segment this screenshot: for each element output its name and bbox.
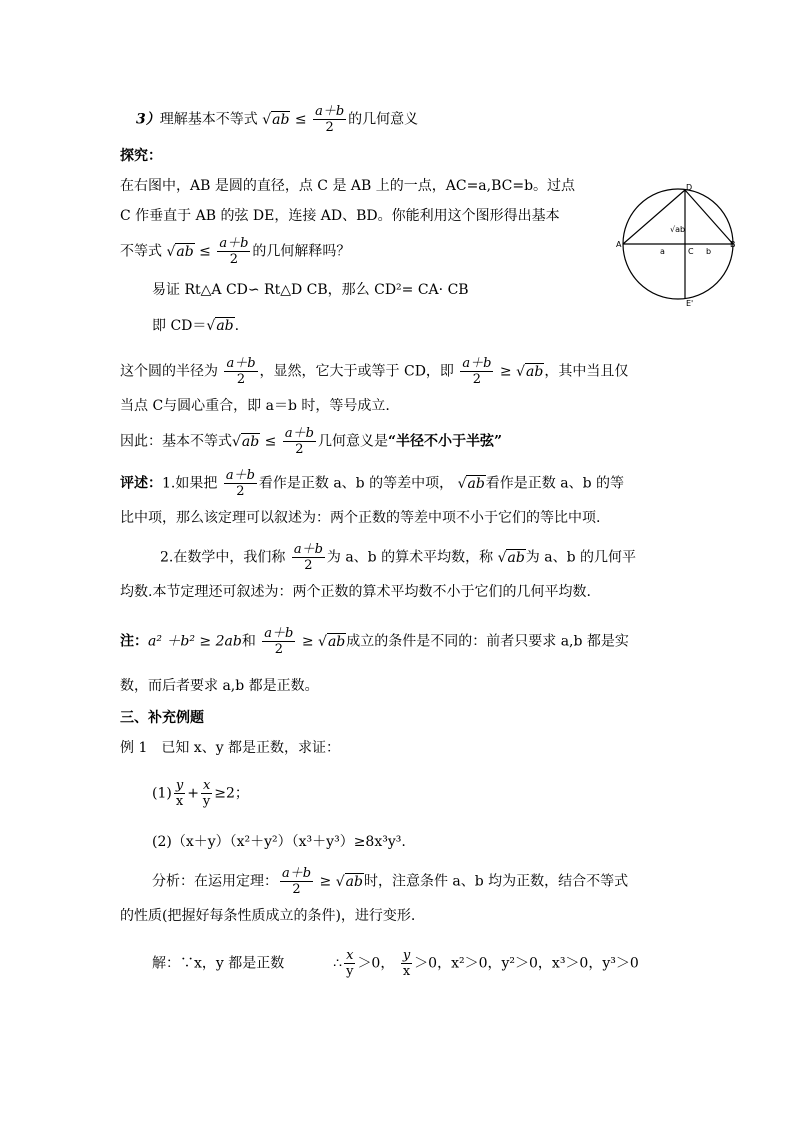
example-item: (2)（x＋y）（x²＋y²）（x³＋y³）≥8x³y³. [152,834,406,850]
svg-text:E': E' [686,299,694,306]
comment-line: 比中项，那么该定理可以叙述为：两个正数的等差中项不小于它们的等比中项. [120,510,601,526]
proof-line: 易证 Rt△A CD∽ Rt△D CB，那么 CD²= CA· CB [152,282,469,298]
paragraph-line: 不等式 √ab ≤ $\frac{a+b}{2}$ 的几何解释吗？ [120,236,351,267]
explore-label: 探究： [120,148,162,164]
example-item: (1) $\frac{y}{x}$ + $\frac{x}{y}$ ≥2； [152,778,249,809]
svg-text:a: a [660,247,665,256]
example-line: 例 1 已知 x、y 都是正数，求证： [120,740,341,756]
svg-text:b: b [706,247,712,256]
note-line: 数，而后者要求 a,b 都是正数。 [120,678,319,694]
heading-number: 3） [136,111,160,128]
paragraph-line: 这个圆的半径为 $\frac{a+b}{2}$ ，显然，它大于或等于 CD，即 $\frac{a+b}{2}$ ≥ √ab，其中当且仅 [120,356,629,387]
svg-text:C: C [688,247,694,256]
comment-line: 2.在数学中，我们称 $\frac{a+b}{2}$ 为 a、b 的算术平均数，称 √ab为 a、b 的几何平 [160,542,637,573]
svg-text:√ab: √ab [670,225,686,234]
comment-line: 均数.本节定理还可叙述为：两个正数的算术平均数不小于它们的几何平均数. [120,584,591,600]
paragraph-line: 当点 C与圆心重合，即 a＝b 时，等号成立. [120,398,390,414]
heading-suffix: 的几何意义 [348,111,419,128]
section-title: 三、补充例题 [120,710,204,726]
svg-text:A: A [616,240,622,249]
le-sign: ≤ [294,111,307,128]
paragraph-line: 在右图中，AB 是圆的直径，点 C 是 AB 上的一点，AC=a,BC=b。过点 [120,178,576,194]
heading-text: 理解基本不等式 [159,111,258,128]
comment-line: 评述：1.如果把 $\frac{a+b}{2}$ 看作是正数 a、b 的等差中项， √ab看作是正数 a、b 的等 [120,468,625,499]
solution-line: 解：∵x，y 都是正数 ∴ $\frac{x}{y}$ ＞0， $\frac{y}{x}$ ＞0，x²＞0，y²＞0，x³＞0，y³＞0 [152,948,639,979]
fraction: $\frac{a+b}{2}$ [315,104,345,135]
proof-line: 即 CD＝√ab. [152,318,240,334]
paragraph-line: C 作垂直于 AB 的弦 DE，连接 AD、BD。你能利用这个图形得出基本 [120,208,560,224]
circle-diagram [616,182,740,306]
svg-text:B: B [730,240,736,249]
svg-text:D: D [686,183,693,192]
paragraph-line: 因此：基本不等式√ab ≤ $\frac{a+b}{2}$ 几何意义是“半径不小于半弦” [120,426,503,457]
analysis-line: 的性质(把握好每条性质成立的条件)，进行变形. [120,908,416,924]
sqrt-ab: √ab [262,111,290,128]
section-heading [136,104,418,135]
analysis-line: 分析：在运用定理： $\frac{a+b}{2}$ ≥ √ab时，注意条件 a、b 均为正数，结合不等式 [152,866,629,897]
note-line: 注：a² ＋b² ≥ 2ab和 $\frac{a+b}{2}$ ≥ √ab成立的条件是不同的：前者只要求 a,b 都是实 [120,626,629,657]
